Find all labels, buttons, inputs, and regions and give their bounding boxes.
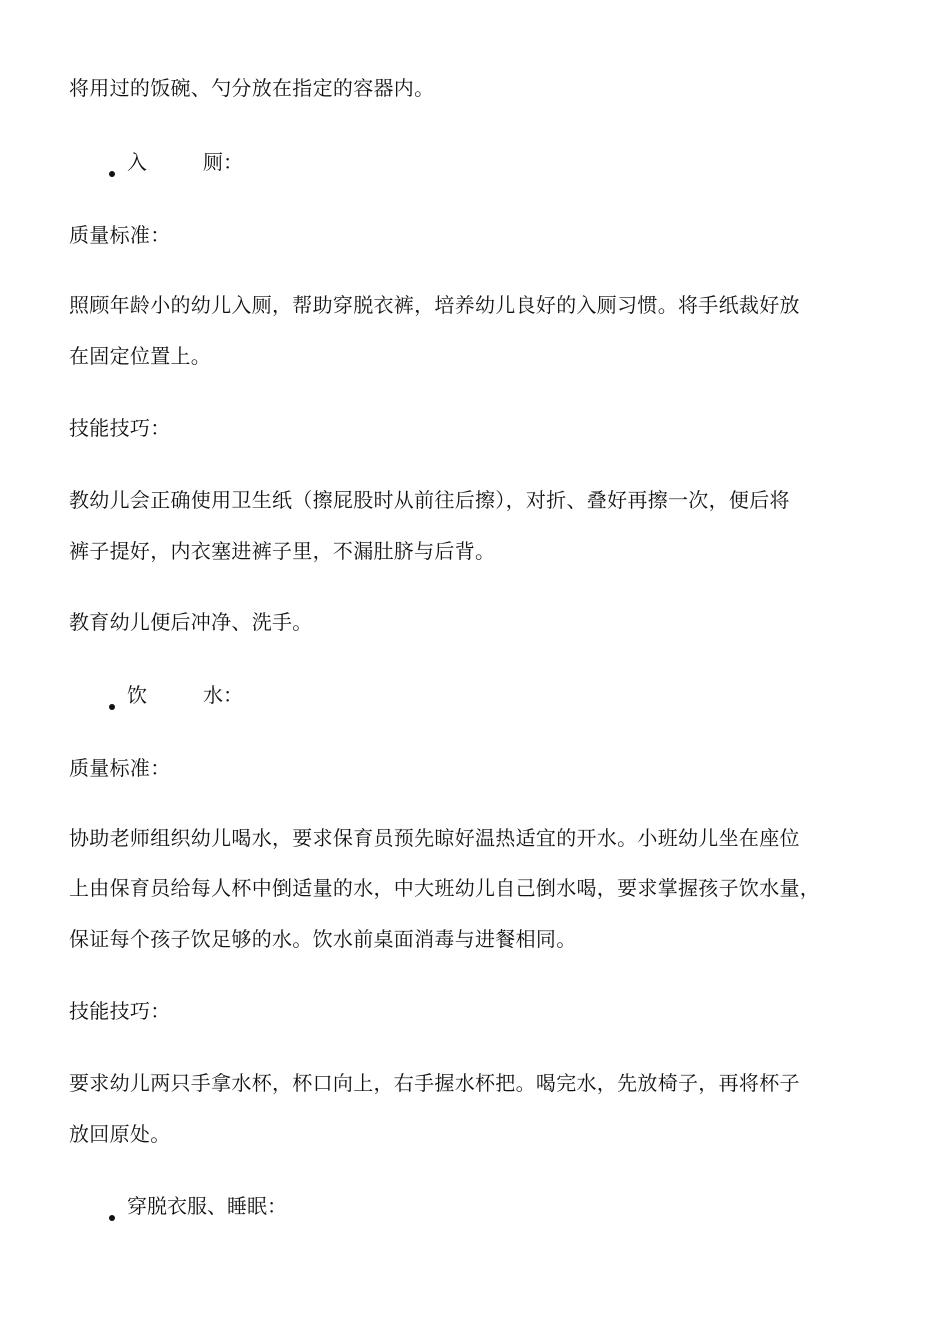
paragraph-drinking-standard-line2: 上由保育员给每人杯中倒适量的水，中大班幼儿自己倒水喝，要求掌握孩子饮水量， <box>69 876 821 900</box>
label-quality-standard-2: 质量标准： <box>69 756 171 780</box>
paragraph-drinking-standard-line3: 保证每个孩子饮足够的水。饮水前桌面消毒与进餐相同。 <box>69 927 577 951</box>
paragraph-drinking-skills-line1: 要求幼儿两只手拿水杯，杯口向上，右手握水杯把。喝完水，先放椅子，再将杯子 <box>69 1071 800 1095</box>
section-heading-toilet-char2: 厕： <box>203 150 243 174</box>
paragraph-toilet-skills-line1: 教幼儿会正确使用卫生纸（擦屁股时从前往后擦），对折、叠好再擦一次，便后将 <box>69 488 790 512</box>
paragraph-wash-hands: 教育幼儿便后冲净、洗手。 <box>69 610 313 634</box>
label-quality-standard-1: 质量标准： <box>69 223 171 247</box>
paragraph-toilet-standard-line1: 照顾年龄小的幼儿入厕，帮助穿脱衣裤，培养幼儿良好的入厕习惯。将手纸裁好放 <box>69 293 800 317</box>
paragraph-drinking-standard-line1: 协助老师组织幼儿喝水，要求保育员预先晾好温热适宜的开水。小班幼儿坐在座位 <box>69 826 800 850</box>
section-heading-dressing-sleep-title: 穿脱衣服、睡眠： <box>127 1194 287 1218</box>
label-skills-1: 技能技巧： <box>69 416 171 440</box>
section-heading-drinking-char1: 饮 <box>127 683 147 707</box>
paragraph-dish-sorting: 将用过的饭碗、勺分放在指定的容器内。 <box>69 76 435 100</box>
section-heading-toilet-char1: 入 <box>127 150 147 174</box>
section-heading-drinking <box>109 681 243 710</box>
label-skills-2: 技能技巧： <box>69 999 171 1023</box>
paragraph-drinking-skills-line2: 放回原处。 <box>69 1122 171 1146</box>
paragraph-toilet-standard-line2: 在固定位置上。 <box>69 344 212 368</box>
section-heading-dressing-sleep <box>109 1192 287 1221</box>
section-heading-toilet <box>109 148 243 177</box>
paragraph-toilet-skills-line2: 裤子提好，内衣塞进裤子里，不漏肚脐与后背。 <box>69 539 496 563</box>
bullet-icon <box>109 171 115 177</box>
bullet-icon <box>109 1215 115 1221</box>
bullet-icon <box>109 704 115 710</box>
section-heading-drinking-char2: 水： <box>203 683 243 707</box>
